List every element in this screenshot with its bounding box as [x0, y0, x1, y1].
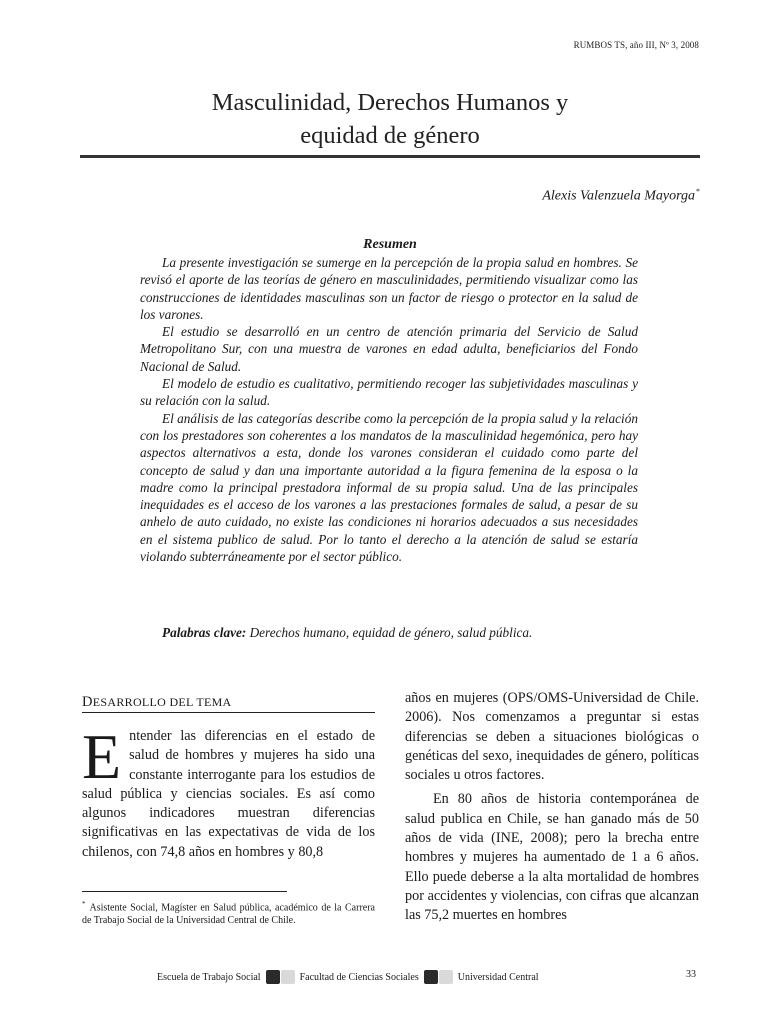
- drop-cap: E: [82, 721, 122, 792]
- footnote-text: Asistente Social, Magíster en Salud pública, académico de la Carrera de Trabajo Social de la Universidad Central de Chile.: [82, 902, 375, 927]
- section-heading-cap: D: [82, 694, 93, 710]
- journal-header: RUMBOS TS, año III, Nº 3, 2008: [573, 40, 699, 50]
- title-divider: [80, 155, 700, 158]
- abstract-paragraph: El modelo de estudio es cualitativo, permitiendo recoger las subjetividades masculinas y su relación con la salud.: [140, 376, 638, 409]
- section-divider: [82, 712, 375, 713]
- page-number: 33: [686, 969, 696, 980]
- abstract-paragraph: El análisis de las categorías describe como la percepción de la propia salud y la relación con los prestadores son coherentes a los mandatos de la masculinidad hegemónica, pero hay aspectos alternativos a esta, donde los varones consideran el cuidado como parte del concepto de salud y dan una importante autoridad a la figura femenina de la esposa o la madre como la principal prestadora informal de su propia salud. Una de las principales inequidades es el acceso de los varones a las prestaciones formales de salud, a pesar de su anhelo de auto cuidado, no existe las condiciones ni horarios adecuados a sus necesidades en el sistema publico de salud. Por lo tanto el derecho a la atención de salud se estaría violando subterráneamente por el sector público.: [140, 410, 638, 565]
- keywords-text: Derechos humano, equidad de género, salud pública.: [246, 625, 533, 640]
- footer-school: Escuela de Trabajo Social: [157, 971, 261, 983]
- section-heading-rest: ESARROLLO DEL TEMA: [92, 695, 232, 709]
- title-line-2: equidad de género: [300, 122, 480, 149]
- body-text: ntender las diferencias en el estado de salud de hombres y mujeres ha sido una constante interrogante para los estudios de salud pública y ciencias sociales. Es así como algunos indicadores muestran diferencias significativas en las expectativas de vida de los chilenos, con 74,8 años en hombres y 80,8: [82, 728, 375, 860]
- body-paragraph: En 80 años de historia contemporánea de salud publica en Chile, se han ganado más de 50 años de vida (INE, 2008); pero la brecha entre hombres y mujeres ha aumentado de 1 a 6 años. Ello puede deberse a la alta mortalidad de hombres por accidentes y violencias, con cifras que alcanzan las 75,2 muertes en hombres: [405, 791, 699, 924]
- title-line-1: Masculinidad, Derechos Humanos y: [211, 89, 569, 116]
- footnote: [82, 898, 375, 927]
- university-seal-icon: [424, 970, 453, 984]
- author-footnote-mark: *: [696, 187, 700, 196]
- footnote-divider: [82, 891, 287, 892]
- page-footer: [157, 968, 539, 986]
- keywords: [162, 625, 682, 641]
- footer-university: Universidad Central: [457, 971, 539, 983]
- keywords-label: Palabras clave:: [162, 625, 247, 640]
- seal-light-icon: [439, 970, 453, 984]
- abstract-paragraph: La presente investigación se sumerge en la percepción de la propia salud en hombres. Se revisó el aporte de las teorías de género en masculinidades, permitiendo visualizar como las construcciones de identidades masculinas son un factor de riesgo o protector en la salud de los varones.: [140, 255, 638, 322]
- university-seal-icon: [266, 970, 295, 984]
- seal-dark-icon: [424, 970, 438, 984]
- abstract-body: [140, 254, 638, 565]
- footnote-mark: *: [82, 900, 86, 908]
- seal-light-icon: [281, 970, 295, 984]
- body-paragraph: [82, 721, 375, 862]
- abstract-paragraph: El estudio se desarrolló en un centro de atención primaria del Servicio de Salud Metropolitano Sur, con una muestra de varones en edad adulta, beneficiarios del Fondo Nacional de Salud.: [140, 324, 638, 374]
- author-name: [542, 187, 700, 205]
- footer-faculty: Facultad de Ciencias Sociales: [299, 971, 419, 983]
- seal-dark-icon: [266, 970, 280, 984]
- section-heading: [82, 694, 232, 711]
- body-column-right: [405, 689, 699, 926]
- body-column-left: [82, 721, 375, 862]
- article-title: [80, 86, 700, 152]
- abstract-heading: Resumen: [363, 237, 417, 252]
- body-paragraph: años en mujeres (OPS/OMS-Universidad de Chile. 2006). Nos comenzamos a preguntar si estas diferencias se deben a situaciones biológicas o genéticas del sexo, inequidades de género, políticas sociales u otros factores.: [405, 690, 699, 784]
- author-text: Alexis Valenzuela Mayorga: [542, 188, 695, 204]
